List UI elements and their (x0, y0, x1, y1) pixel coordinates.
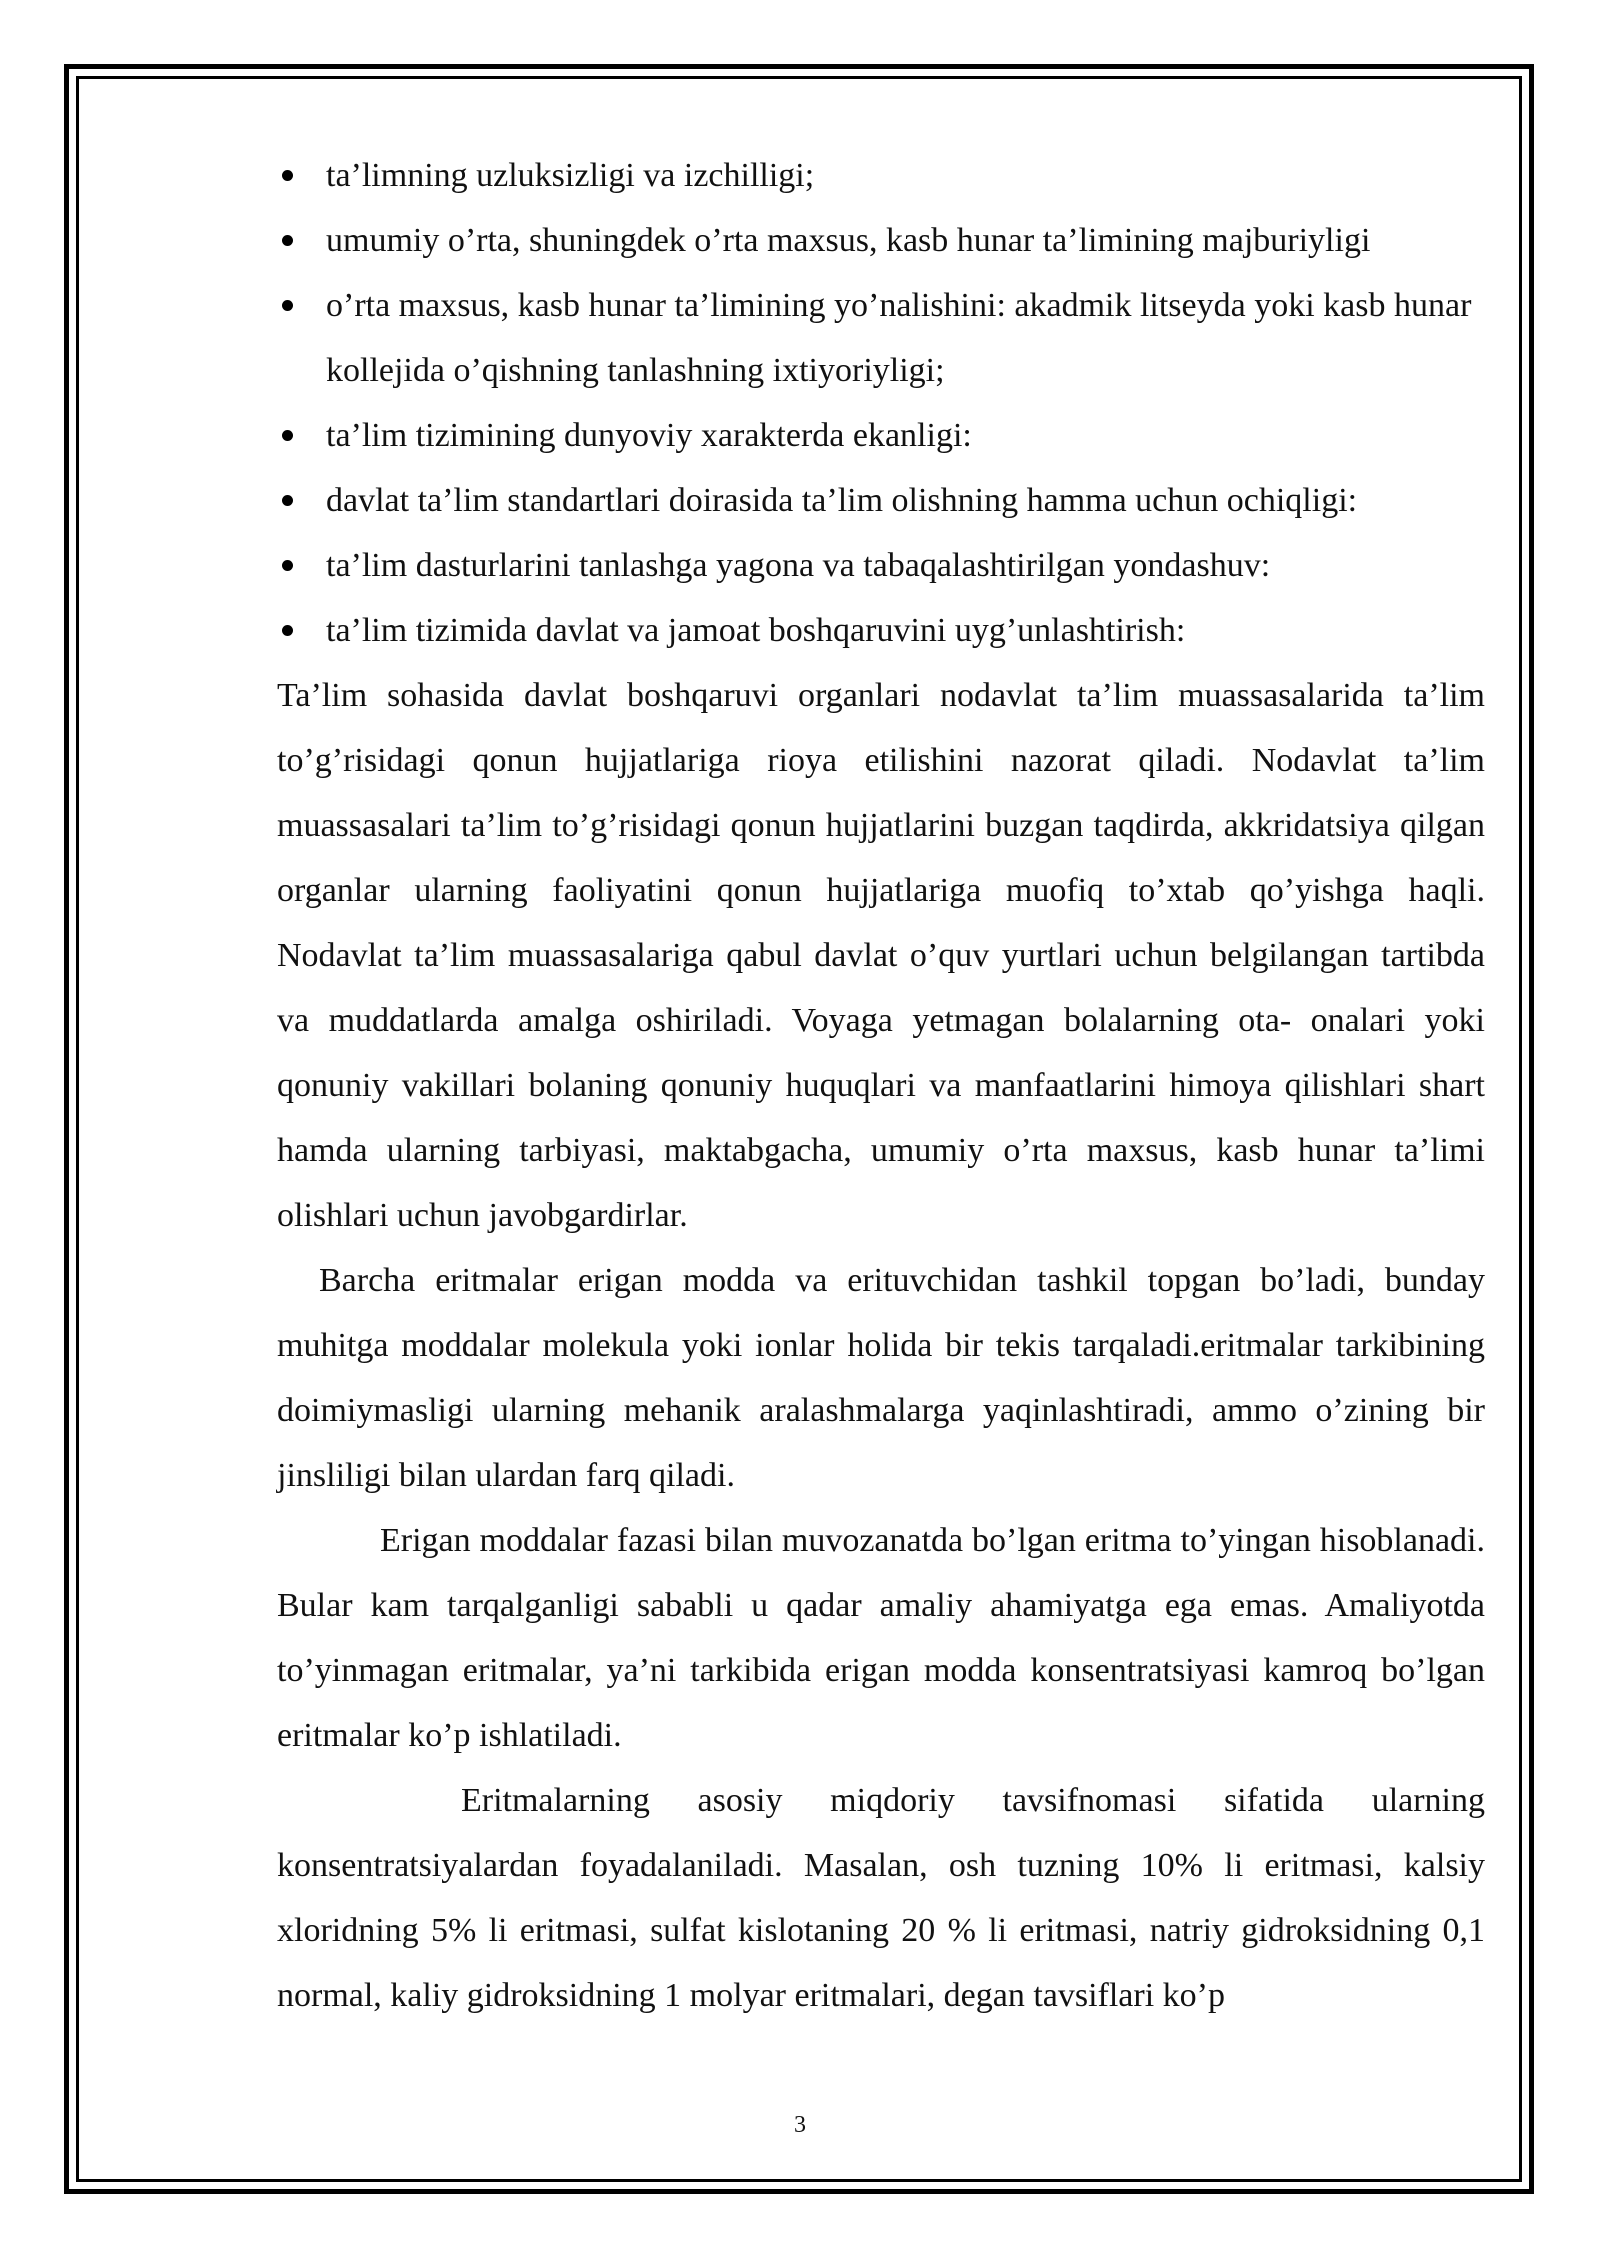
paragraph-concentration: Eritmalarning asosiy miqdoriy tavsifnomasi sifatida ularning konsentratsiyalardan foyadalaniladi. Masalan, osh tuzning 10% li eritmasi, kalsiy xloridning 5% li eritmasi, sulfat kislotaning 20 % li eritmasi, natriy gidroksidning 0,1 normal, kaliy gidroksidning 1 molyar eritmalari, degan tavsiflari ko’p (277, 1782, 1485, 2014)
list-item-text: ta’lim tizimining dunyoviy xarakterda ekanligi: (326, 417, 972, 454)
bullet-icon (282, 235, 293, 246)
list-item (277, 208, 1485, 273)
list-item-text: davlat ta’lim standartlari doirasida ta’lim olishning hamma uchun ochiqligi: (326, 482, 1358, 519)
bullet-icon (282, 495, 293, 506)
bullet-icon (282, 170, 293, 181)
list-item (277, 403, 1485, 468)
list-item-text: o’rta maxsus, kasb hunar ta’limining yo’nalishini: akadmik litseyda yoki kasb hunar kollejida o’qishning tanlashning ixtiyoriyligi; (326, 287, 1472, 389)
paragraph-solutions-composition: Barcha eritmalar erigan modda va erituvchidan tashkil topgan bo’ladi, bunday muhitga moddalar molekula yoki ionlar holida bir tekis tarqaladi.eritmalar tarkibining doimiymasligi ularning mehanik aralashmalarga yaqinlashtiradi, ammo o’zining bir jinsliligi bilan ulardan farq qiladi. (277, 1262, 1485, 1494)
list-item (277, 598, 1485, 663)
bullet-icon (282, 625, 293, 636)
paragraph-education-governance: Ta’lim sohasida davlat boshqaruvi organlari nodavlat ta’lim muassasalarida ta’lim to’g’risidagi qonun hujjatlariga rioya etilishini nazorat qiladi. Nodavlat ta’lim muassasalari ta’lim to’g’risidagi qonun hujjatlarini buzgan taqdirda, akkridatsiya qilgan organlar ularning faoliyatini qonun hujjatlariga muofiq to’xtab qo’yishga haqli. Nodavlat ta’lim muassasalariga qabul davlat o’quv yurtlari uchun belgilangan tartibda va muddatlarda amalga oshiriladi. Voyaga yetmagan bolalarning ota- onalari yoki qonuniy vakillari bolaning qonuniy huquqlari va manfaatlarini himoya qilishlari shart hamda ularning tarbiyasi, maktabgacha, umumiy o’rta maxsus, kasb hunar ta’limi olishlari uchun javobgardirlar. (277, 677, 1485, 1234)
list-item (277, 468, 1485, 533)
list-item-text: ta’lim tizimida davlat va jamoat boshqaruvini uyg’unlashtirish: (326, 612, 1186, 649)
bullet-icon (282, 430, 293, 441)
list-item (277, 533, 1485, 598)
principles-list (277, 143, 1485, 663)
list-item (277, 143, 1485, 208)
page-content (277, 143, 1485, 2028)
bullet-icon (282, 300, 293, 311)
list-item (277, 273, 1485, 403)
paragraph-saturated-solutions: Erigan moddalar fazasi bilan muvozanatda bo’lgan eritma to’yingan hisoblanadi. Bular kam tarqalganligi sababli u qadar amaliy ahamiyatga ega emas. Amaliyotda to’yinmagan eritmalar, ya’ni tarkibida erigan modda konsentratsiyasi kamroq bo’lgan eritmalar ko’p ishlatiladi. (277, 1522, 1485, 1754)
list-item-text: ta’lim dasturlarini tanlashga yagona va tabaqalashtirilgan yondashuv: (326, 547, 1271, 584)
bullet-icon (282, 560, 293, 571)
list-item-text: umumiy o’rta, shuningdek o’rta maxsus, kasb hunar ta’limining majburiyligi (326, 222, 1371, 259)
page-number: 3 (794, 2112, 806, 2138)
list-item-text: ta’limning uzluksizligi va izchilligi; (326, 157, 815, 194)
